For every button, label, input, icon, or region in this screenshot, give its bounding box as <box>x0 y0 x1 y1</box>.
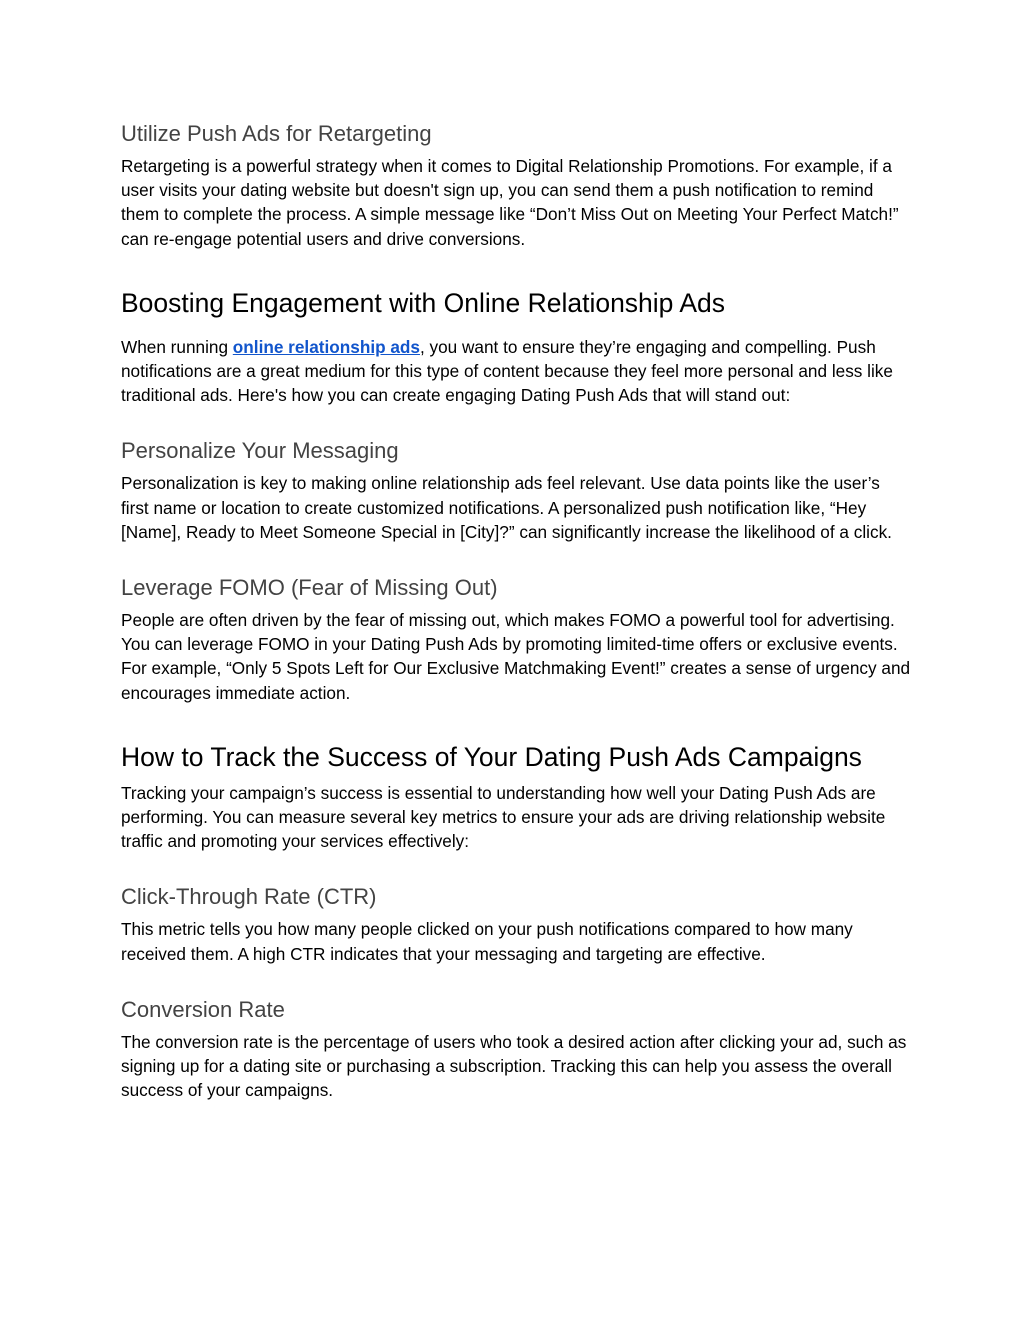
heading-fomo: Leverage FOMO (Fear of Missing Out) <box>121 575 498 601</box>
document-page <box>121 118 911 1102</box>
heading-boosting-engagement: Boosting Engagement with Online Relationship Ads <box>121 287 725 318</box>
paragraph-text-before-link: When running <box>121 336 233 357</box>
paragraph-boosting-engagement <box>121 335 911 408</box>
paragraph-conversion-rate: The conversion rate is the percentage of users who took a desired action after clicking your ad, such as signing up for a dating site or purchasing a subscription. Tracking this can help you assess the overall success of your campaigns. <box>121 1031 907 1101</box>
heading-ctr: Click-Through Rate (CTR) <box>121 884 377 910</box>
paragraph-ctr: This metric tells you how many people clicked on your push notifications compared to how many received them. A high CTR indicates that your messaging and targeting are effective. <box>121 919 853 964</box>
online-relationship-ads-link[interactable]: online relationship ads <box>232 336 420 357</box>
heading-track-success: How to Track the Success of Your Dating Push Ads Campaigns <box>121 741 862 772</box>
heading-conversion-rate: Conversion Rate <box>121 996 285 1022</box>
paragraph-text-after-link: , you want to ensure they’re engaging and compelling. Push notifications are a great medium for this type of content because they feel more personal and less like traditional ads. Here's how you can create engaging Dating Push Ads that will stand out: <box>121 336 893 406</box>
heading-personalize: Personalize Your Messaging <box>121 438 399 464</box>
paragraph-personalize: Personalization is key to making online relationship ads feel relevant. Use data points like the user’s first name or location to create customized notifications. A personalized push notification like, “Hey [Name], Ready to Meet Someone Special in [City]?” can significantly increase the likelihood of a click. <box>121 473 892 542</box>
paragraph-retargeting: Retargeting is a powerful strategy when it comes to Digital Relationship Promotions. For example, if a user visits your dating website but doesn't sign up, you can send them a push notification to remind them to complete the process. A simple message like “Don’t Miss Out on Meeting Your Perfect Match!” can re-engage potential users and drive conversions. <box>121 156 899 249</box>
paragraph-track-success: Tracking your campaign’s success is essential to understanding how well your Dating Push Ads are performing. You can measure several key metrics to ensure your ads are driving relationship website traffic and promoting your services effectively: <box>121 782 886 852</box>
heading-retargeting: Utilize Push Ads for Retargeting <box>121 121 432 146</box>
paragraph-fomo: People are often driven by the fear of missing out, which makes FOMO a powerful tool for advertising. You can leverage FOMO in your Dating Push Ads by promoting limited-time offers or exclusive events. For example, “Only 5 Spots Left for Our Exclusive Matchmaking Event!” creates a sense of urgency and encourages immediate action. <box>121 610 911 703</box>
